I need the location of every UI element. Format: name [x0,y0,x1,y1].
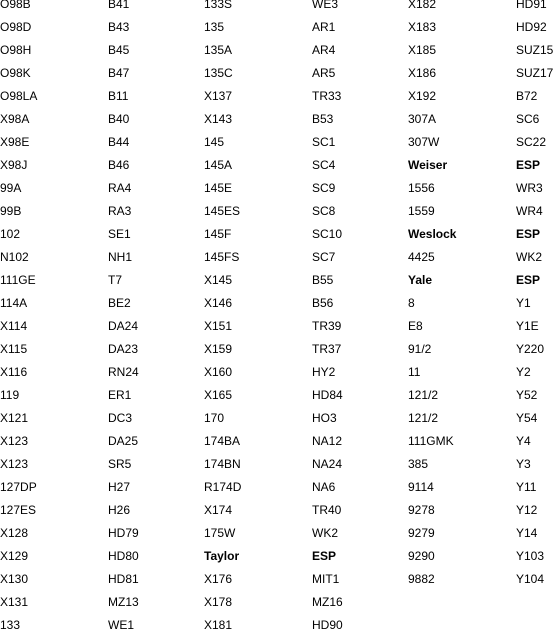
key-code: X130 [0,572,29,586]
key-code: Y12 [516,503,538,517]
key-code: X178 [204,595,233,609]
column-2 [108,0,139,637]
key-code: B53 [312,112,334,126]
key-code: 127DP [0,480,37,494]
key-code: 307W [408,135,440,149]
key-code: SC8 [312,204,336,218]
key-code: B46 [108,158,130,172]
key-code: 1556 [408,181,435,195]
key-code: SR5 [108,457,132,471]
brand-heading: ESP [516,273,541,287]
key-code: N102 [0,250,29,264]
key-code: Y54 [516,411,538,425]
key-code: SC7 [312,250,336,264]
key-code: B47 [108,66,130,80]
key-code: Y103 [516,549,545,563]
key-code: X121 [0,411,29,425]
key-code: X123 [0,457,29,471]
key-code: SC6 [516,112,540,126]
key-code: 174BN [204,457,241,471]
key-code: E8 [408,319,423,333]
brand-heading: ESP [312,549,337,563]
brand-heading: Taylor [204,549,240,563]
key-code: MZ16 [312,595,343,609]
key-code: ER1 [108,388,132,402]
key-code: SC4 [312,158,336,172]
key-code: AR1 [312,20,336,34]
key-code: R174D [204,480,242,494]
key-code: 119 [0,388,20,402]
key-code: 4425 [408,250,435,264]
key-code: NA6 [312,480,336,494]
key-code: DA23 [108,342,139,356]
key-code: Y2 [516,365,531,379]
key-code: Y1E [516,319,539,333]
key-code: 145F [204,227,232,241]
key-code: X98J [0,158,28,172]
key-code: X182 [408,0,437,11]
key-code: BE2 [108,296,131,310]
key-code: AR5 [312,66,336,80]
key-code: B11 [108,89,129,103]
key-code: 111GE [0,273,36,287]
key-code: B56 [312,296,334,310]
key-code: X114 [0,319,28,333]
key-code: HD84 [312,388,343,402]
key-code: H27 [108,480,131,494]
key-code: 111GMK [408,434,454,448]
key-code: X137 [204,89,233,103]
key-code: X165 [204,388,233,402]
key-code: RA3 [108,204,132,218]
key-code: 133 [0,618,21,632]
key-code: HD90 [312,618,343,632]
column-3 [204,0,241,637]
key-code: O98K [0,66,31,80]
key-code: HY2 [312,365,336,379]
key-code: NA24 [312,457,343,471]
key-code: T7 [108,273,123,287]
key-code: B44 [108,135,130,149]
key-code: HD92 [516,20,547,34]
key-code: Y11 [516,480,537,494]
key-code: SC9 [312,181,336,195]
column-4 [312,0,343,637]
key-code: 127ES [0,503,37,517]
key-code: X192 [408,89,437,103]
key-code: Y104 [516,572,545,586]
key-code: TR40 [312,503,342,517]
key-code: HD81 [108,572,139,586]
key-code: 1559 [408,204,435,218]
key-code: 102 [0,227,21,241]
key-code: MIT1 [312,572,340,586]
key-code: X116 [0,365,28,379]
key-code: X181 [204,618,233,632]
key-code: 133S [204,0,233,11]
key-code: 170 [204,411,225,425]
key-code: O98LA [0,89,38,103]
key-code: 114A [0,296,28,310]
key-code: X185 [408,43,437,57]
key-code: WR4 [516,204,543,218]
key-code: 135 [204,20,225,34]
key-code: H26 [108,503,131,517]
key-code: X123 [0,434,29,448]
key-code: 9114 [408,480,434,494]
key-code: X186 [408,66,437,80]
key-code: RA4 [108,181,132,195]
key-code: X128 [0,526,29,540]
key-code: B55 [312,273,334,287]
key-code: WE1 [108,618,135,632]
key-code: 8 [408,296,415,310]
brand-heading: Yale [408,273,433,287]
key-code: Y220 [516,342,545,356]
key-code: B45 [108,43,130,57]
key-code: HO3 [312,411,337,425]
key-code: SC10 [312,227,343,241]
key-code: X98A [0,112,30,126]
brand-heading: Weslock [408,227,457,241]
key-code: 91/2 [408,342,432,356]
key-code: X174 [204,503,233,517]
key-code: AR4 [312,43,336,57]
key-code: SC1 [312,135,336,149]
key-code: 174BA [204,434,241,448]
key-code: Y14 [516,526,538,540]
key-code: 145ES [204,204,241,218]
brand-heading: ESP [516,227,541,241]
key-code: NH1 [108,250,133,264]
key-code: Y3 [516,457,531,471]
key-code: O98D [0,20,32,34]
key-code: O98B [0,0,31,11]
key-code: X129 [0,549,29,563]
key-code: TR33 [312,89,342,103]
key-code: Y52 [516,388,538,402]
key-code: B40 [108,112,130,126]
key-code: SUZ15 [516,43,554,57]
brand-heading: ESP [516,158,541,172]
key-code: 99A [0,181,22,195]
key-code: X146 [204,296,233,310]
key-code: HD80 [108,549,139,563]
key-code: 145A [204,158,233,172]
key-code: SUZ17 [516,66,554,80]
key-code: B41 [108,0,130,11]
key-code: X160 [204,365,233,379]
key-code: WE3 [312,0,339,11]
key-code: 175W [204,526,236,540]
key-code: Y1 [516,296,531,310]
key-code: 135A [204,43,233,57]
key-code: B43 [108,20,130,34]
key-code: X143 [204,112,233,126]
key-code: HD79 [108,526,139,540]
key-code: X115 [0,342,28,356]
key-code: 9882 [408,572,435,586]
column-5 [408,0,456,591]
key-code: TR37 [312,342,342,356]
key-code: DC3 [108,411,133,425]
brand-heading: Weiser [408,158,448,172]
key-code: 307A [408,112,437,126]
key-code: X183 [408,20,437,34]
key-code: DA25 [108,434,139,448]
key-code: 9278 [408,503,435,517]
key-code: SE1 [108,227,131,241]
key-code: X176 [204,572,233,586]
key-code: 9290 [408,549,435,563]
key-code: 145E [204,181,233,195]
key-code: DA24 [108,319,139,333]
key-code: HD91 [516,0,547,11]
key-code: 135C [204,66,233,80]
key-code: 385 [408,457,429,471]
key-code: Y4 [516,434,531,448]
key-code: X159 [204,342,233,356]
key-code: NA12 [312,434,343,448]
key-code: X151 [204,319,233,333]
key-code: 9279 [408,526,435,540]
key-code: SC22 [516,135,547,149]
key-code: B72 [516,89,538,103]
key-code: 11 [408,365,421,379]
key-code: TR39 [312,319,342,333]
column-1 [0,0,37,637]
key-code: WK2 [516,250,543,264]
key-code: X98E [0,135,30,149]
key-code: WK2 [312,526,339,540]
key-code: X131 [0,595,29,609]
key-code: 145FS [204,250,240,264]
key-code: MZ13 [108,595,139,609]
key-code: 121/2 [408,388,439,402]
key-code: O98H [0,43,32,57]
key-code: 99B [0,204,22,218]
key-code: 145 [204,135,225,149]
key-code: X145 [204,273,233,287]
key-code: WR3 [516,181,543,195]
key-code: RN24 [108,365,139,379]
key-code: 121/2 [408,411,439,425]
column-6 [516,0,553,591]
